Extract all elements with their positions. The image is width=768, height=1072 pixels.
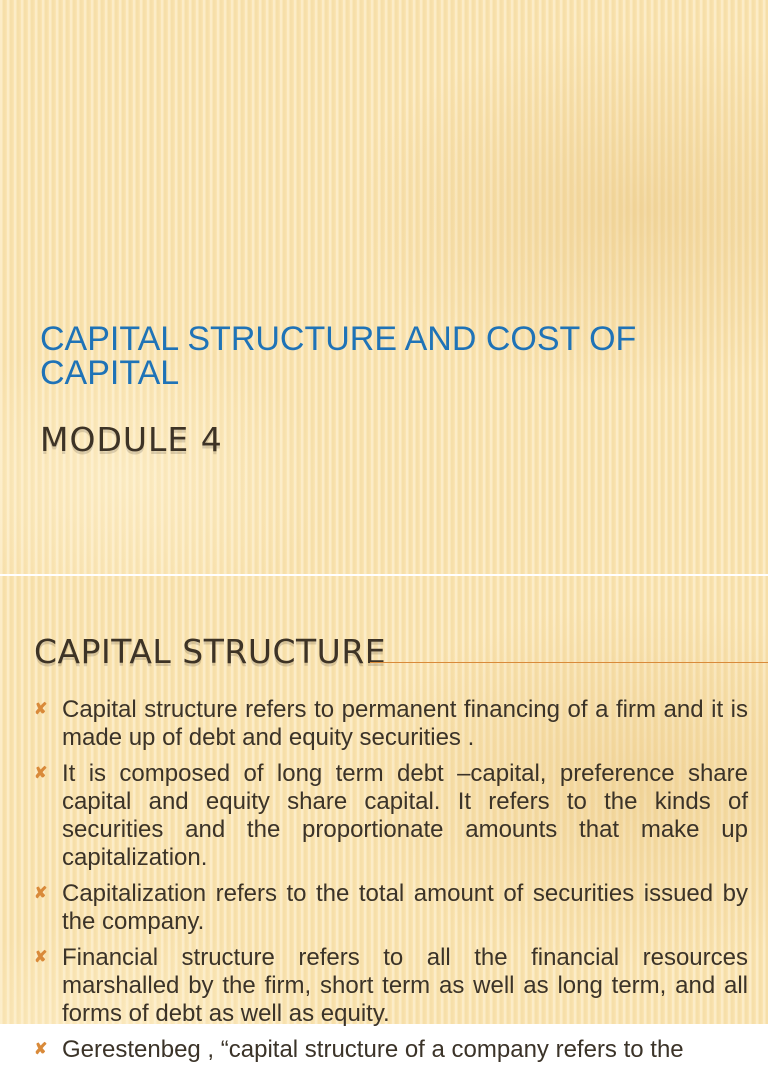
section-title: CAPITAL STRUCTURE	[34, 632, 387, 671]
bullet-item	[34, 880, 748, 936]
x-mark-icon: ✘	[34, 885, 48, 902]
bullet-item	[34, 1036, 748, 1064]
bullet-text: Capitalization refers to the total amount of securities issued by the company.	[62, 880, 748, 935]
x-mark-icon: ✘	[34, 765, 48, 782]
bullet-text: Gerestenbeg , “capital structure of a company refers to the	[62, 1036, 684, 1063]
x-mark-icon: ✘	[34, 949, 48, 966]
bullet-text: It is composed of long term debt –capital, preference share capital and equity share capital. It refers to the kinds of securities and the proportionate amounts that make up capitalization.	[62, 760, 748, 871]
bullet-text: Capital structure refers to permanent financing of a firm and it is made up of debt and equity securities .	[62, 696, 748, 751]
title-underline	[370, 662, 768, 663]
slide-subtitle: MODULE 4	[40, 420, 223, 459]
bullet-item	[34, 760, 748, 872]
x-mark-icon: ✘	[34, 1041, 48, 1058]
slide-title: CAPITAL STRUCTURE AND COST OF CAPITAL	[40, 320, 637, 392]
bullet-text: Financial structure refers to all the financial resources marshalled by the firm, short term as well as long term, and all forms of debt as well as equity.	[62, 944, 748, 1027]
content-slide	[0, 576, 768, 1063]
x-mark-icon: ✘	[34, 701, 48, 718]
bullet-item	[34, 696, 748, 752]
bullet-item	[34, 944, 748, 1028]
bullet-list	[34, 696, 748, 1072]
